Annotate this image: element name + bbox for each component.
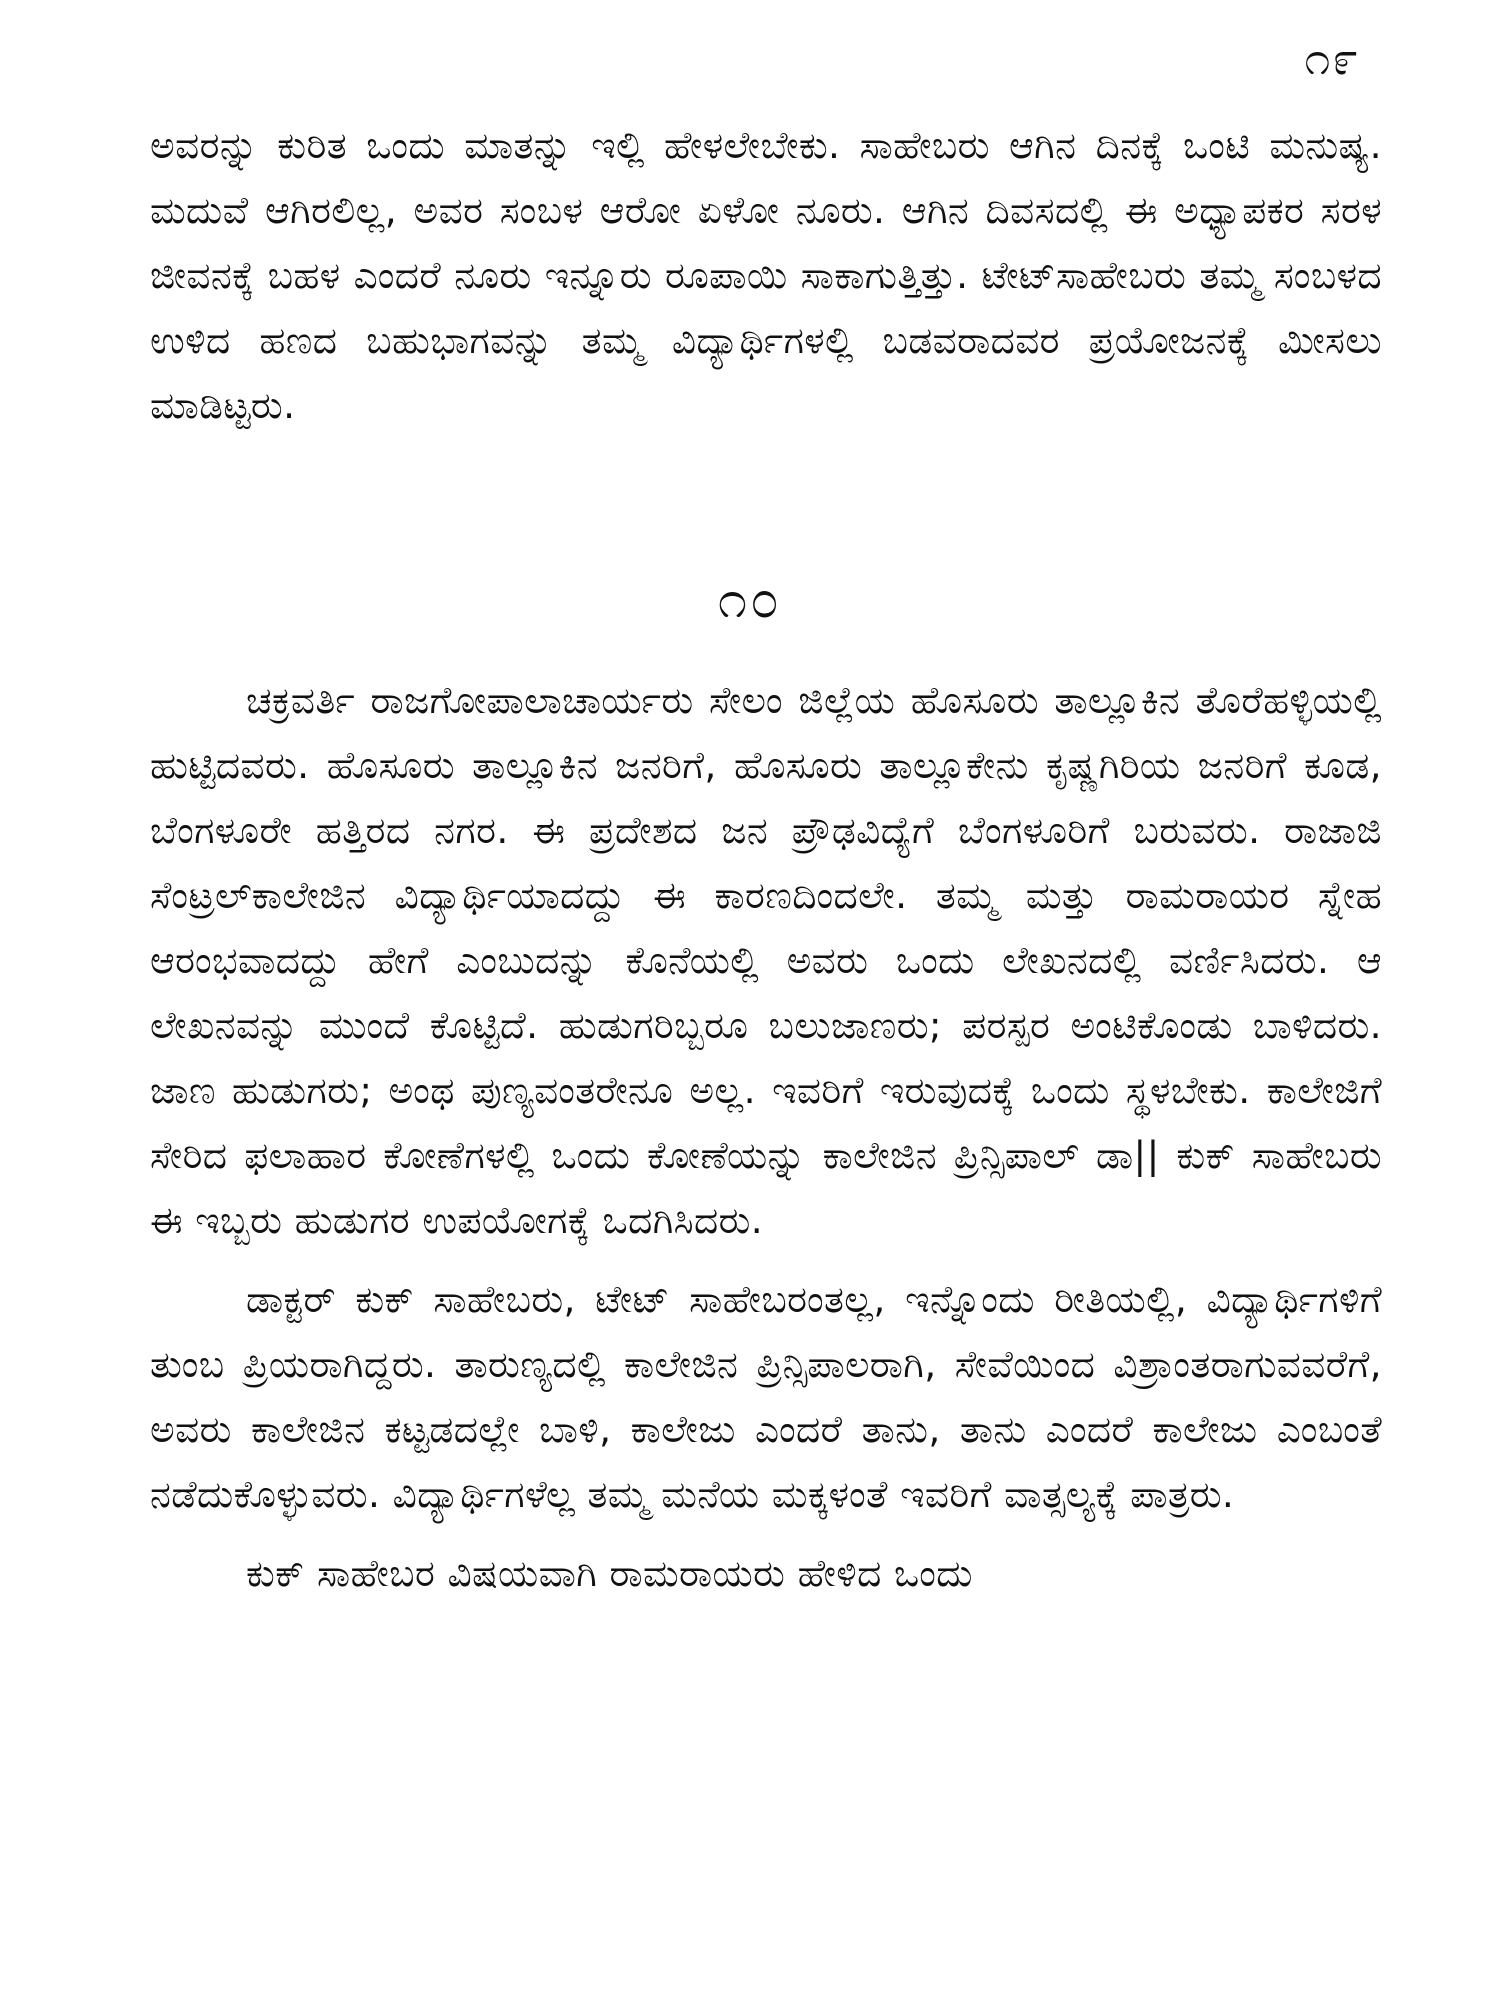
paragraph-3: ಕುಕ್ ಸಾಹೇಬರ ವಿಷಯವಾಗಿ ರಾಮರಾಯರು ಹೇಳಿದ ಒಂದು	[246, 1551, 973, 1595]
paragraph-text: ಅವರನ್ನು ಕುರಿತ ಒಂದು ಮಾತನ್ನು ಇಲ್ಲಿ ಹೇಳಲೇಬೇಕು. ಸಾಹೇಬರು ಆಗಿನ ದಿನಕ್ಕೆ ಒಂಟಿ ಮನುಷ್ಯ. ಮದುವೆ ಆಗಿರಲಿಲ್ಲ, ಅವರ ಸಂಬಳ ಆರೋ ಏಳೋ ನೂರು. ಆಗಿನ ದಿವಸದಲ್ಲಿ ಈ ಅಧ್ಯಾಪಕರ ಸರಳ ಜೀವನಕ್ಕೆ ಬಹಳ ಎಂದರೆ ನೂರು ಇನ್ನೂರು ರೂಪಾಯಿ ಸಾಕಾಗುತ್ತಿತ್ತು. ಟೇಟ್‌ಸಾಹೇಬರು ತಮ್ಮ ಸಂಬಳದ ಉಳಿದ ಹಣದ ಬಹುಭಾಗವನ್ನು ತಮ್ಮ ವಿದ್ಯಾರ್ಥಿಗಳಲ್ಲಿ ಬಡವರಾದವರ ಪ್ರಯೋಜನಕ್ಕೆ ಮೀಸಲು ಮಾಡಿಟ್ಟರು.	[150, 123, 1382, 427]
paragraph-1: ಚಕ್ರವರ್ತಿ ರಾಜಗೋಪಾಲಾಚಾರ್ಯರು ಸೇಲಂ ಜಿಲ್ಲೆಯ ಹೊಸೂರು ತಾಲ್ಲೂಕಿನ ತೊರೆಹಳ್ಳಿಯಲ್ಲಿ ಹುಟ್ಟಿದವರು. ಹೊಸೂರು ತಾಲ್ಲೂಕಿನ ಜನರಿಗೆ, ಹೊಸೂರು ತಾಲ್ಲೂಕೇನು ಕೃಷ್ಣಗಿರಿಯ ಜನರಿಗೆ ಕೂಡ, ಬೆಂಗಳೂರೇ ಹತ್ತಿರದ ನಗರ. ಈ ಪ್ರದೇಶದ ಜನ ಪ್ರೌಢವಿದ್ಯೆಗೆ ಬೆಂಗಳೂರಿಗೆ ಬರುವರು. ರಾಜಾಜಿ ಸೆಂಟ್ರಲ್‌ಕಾಲೇಜಿನ ವಿದ್ಯಾರ್ಥಿಯಾದದ್ದು ಈ ಕಾರಣದಿಂದಲೇ. ತಮ್ಮ ಮತ್ತು ರಾಮರಾಯರ ಸ್ನೇಹ ಆರಂಭವಾದದ್ದು ಹೇಗೆ ಎಂಬುದನ್ನು ಕೊನೆಯಲ್ಲಿ ಅವರು ಒಂದು ಲೇಖನದಲ್ಲಿ ವರ್ಣಿಸಿದರು. ಆ ಲೇಖನವನ್ನು ಮುಂದೆ ಕೊಟ್ಟಿದೆ. ಹುಡುಗರಿಬ್ಬರೂ ಬಲುಜಾಣರು; ಪರಸ್ಪರ ಅಂಟಿಕೊಂಡು ಬಾಳಿದರು. ಜಾಣ ಹುಡುಗರು; ಅಂಥ ಪುಣ್ಯವಂತರೇನೂ ಅಲ್ಲ. ಇವರಿಗೆ ಇರುವುದಕ್ಕೆ ಒಂದು ಸ್ಥಳಬೇಕು. ಕಾಲೇಜಿಗೆ ಸೇರಿದ ಫಲಾಹಾರ ಕೋಣೆಗಳಲ್ಲಿ ಒಂದು ಕೋಣೆಯನ್ನು ಕಾಲೇಜಿನ ಪ್ರಿನ್ಸಿಪಾಲ್ ಡಾ|| ಕುಕ್ ಸಾಹೇಬರು ಈ ಇಬ್ಬರು ಹುಡುಗರ ಉಪಯೋಗಕ್ಕೆ ಒದಗಿಸಿದರು.	[150, 678, 1382, 1242]
section-body	[150, 668, 1382, 1606]
section-number: ೧೦	[717, 570, 783, 630]
paragraph-2: ಡಾಕ್ಟರ್ ಕುಕ್ ಸಾಹೇಬರು, ಟೇಟ್ ಸಾಹೇಬರಂತಲ್ಲ, ಇನ್ನೊಂದು ರೀತಿಯಲ್ಲಿ, ವಿದ್ಯಾರ್ಥಿಗಳಿಗೆ ತುಂಬ ಪ್ರಿಯರಾಗಿದ್ದರು. ತಾರುಣ್ಯದಲ್ಲಿ ಕಾಲೇಜಿನ ಪ್ರಿನ್ಸಿಪಾಲರಾಗಿ, ಸೇವೆಯಿಂದ ವಿಶ್ರಾಂತರಾಗುವವರೆಗೆ, ಅವರು ಕಾಲೇಜಿನ ಕಟ್ಟಡದಲ್ಲೇ ಬಾಳಿ, ಕಾಲೇಜು ಎಂದರೆ ತಾನು, ತಾನು ಎಂದರೆ ಕಾಲೇಜು ಎಂಬಂತೆ ನಡೆದುಕೊಳ್ಳುವರು. ವಿದ್ಯಾರ್ಥಿಗಳೆಲ್ಲ ತಮ್ಮ ಮನೆಯ ಮಕ್ಕಳಂತೆ ಇವರಿಗೆ ವಾತ್ಸಲ್ಯಕ್ಕೆ ಪಾತ್ರರು.	[150, 1277, 1382, 1516]
paragraph-top	[150, 113, 1382, 438]
page-number: ೧೯	[1304, 31, 1360, 85]
